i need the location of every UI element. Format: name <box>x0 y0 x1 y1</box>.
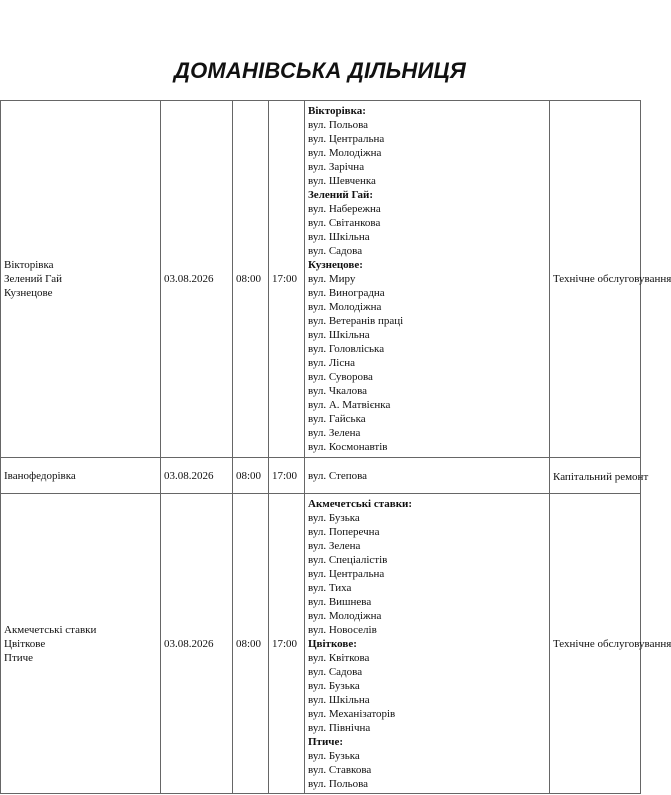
street-item: вул. Шкільна <box>308 329 370 341</box>
street-item: вул. Бузька <box>308 512 360 524</box>
outage-schedule-table <box>0 100 671 794</box>
start-time-cell: 08:00 <box>233 458 269 494</box>
settlements-cell <box>1 458 161 494</box>
street-item: вул. Молодіжна <box>308 147 382 159</box>
settlement-name: Кузнецове <box>4 287 53 299</box>
street-item: вул. Ставкова <box>308 764 372 776</box>
street-item: вул. Спеціалістів <box>308 554 388 566</box>
street-item: вул. Поперечна <box>308 526 380 538</box>
street-item: вул. Садова <box>308 666 363 678</box>
street-item: вул. Виноградна <box>308 287 385 299</box>
street-item: вул. Молодіжна <box>308 301 382 313</box>
street-item: вул. Лісна <box>308 357 355 369</box>
streets-cell <box>305 494 550 794</box>
page-title: ДОМАНІВСЬКА ДІЛЬНИЦЯ <box>173 58 467 83</box>
street-item: вул. Садова <box>308 245 363 257</box>
start-time-cell: 08:00 <box>233 101 269 458</box>
street-item: вул. Молодіжна <box>308 610 382 622</box>
date-cell: 03.08.2026 <box>161 458 233 494</box>
street-item: вул. Польова <box>308 119 369 131</box>
end-time-cell: 17:00 <box>269 101 305 458</box>
streets-cell <box>305 101 550 458</box>
group-heading: Акмечетські ставки: <box>308 498 413 510</box>
group-heading: Цвіткове: <box>308 638 357 650</box>
group-heading: Птиче: <box>308 736 344 748</box>
date-cell: 03.08.2026 <box>161 101 233 458</box>
settlement-name: Вікторівка <box>4 259 54 271</box>
street-item: вул. Бузька <box>308 750 360 762</box>
settlements-cell <box>1 101 161 458</box>
streets-cell <box>305 458 550 494</box>
table-row <box>1 458 641 494</box>
street-item: вул. Тиха <box>308 582 352 594</box>
street-item: вул. Квіткова <box>308 652 370 664</box>
street-item: вул. Зарічна <box>308 161 365 173</box>
table-row <box>1 494 641 794</box>
settlement-name: Іванофедорівка <box>4 469 76 482</box>
street-item: вул. Гайська <box>308 413 366 425</box>
street-item: вул. Космонавтів <box>308 441 388 453</box>
street-item: вул. Механізаторів <box>308 708 396 720</box>
street-item: вул. Суворова <box>308 371 373 383</box>
street-item: вул. Центральна <box>308 568 385 580</box>
group-heading: Зелений Гай: <box>308 189 374 201</box>
settlements-cell <box>1 494 161 794</box>
settlement-name: Цвіткове <box>4 637 46 650</box>
group-heading: Вікторівка: <box>308 105 366 117</box>
street-item: вул. Польова <box>308 778 369 790</box>
street-item: вул. Ветеранів праці <box>308 315 404 327</box>
street-item: вул. Новоселів <box>308 624 377 636</box>
street-item: вул. Степова <box>308 469 368 482</box>
settlement-name: Акмечетські ставки <box>4 623 97 636</box>
street-item: вул. Головліська <box>308 343 385 355</box>
street-item: вул. Бузька <box>308 680 360 692</box>
street-item: вул. Центральна <box>308 133 385 145</box>
settlement-name: Птиче <box>4 651 34 664</box>
end-time-cell: 17:00 <box>269 458 305 494</box>
work-type-cell: Технічне обслуговування <box>550 101 641 458</box>
street-item: вул. Зелена <box>308 427 361 439</box>
street-item: вул. Чкалова <box>308 385 368 397</box>
street-item: вул. Миру <box>308 273 356 285</box>
street-item: вул. Шкільна <box>308 231 370 243</box>
street-item: вул. Північна <box>308 722 371 734</box>
table-row <box>1 101 641 458</box>
street-item: вул. Набережна <box>308 203 381 215</box>
group-heading: Кузнецове: <box>308 259 363 271</box>
street-item: вул. А. Матвієнка <box>308 399 391 411</box>
street-item: вул. Світанкова <box>308 217 381 229</box>
street-item: вул. Зелена <box>308 540 361 552</box>
settlement-name: Зелений Гай <box>4 273 63 285</box>
end-time-cell: 17:00 <box>269 494 305 794</box>
date-cell: 03.08.2026 <box>161 494 233 794</box>
work-type-cell: Технічне обслуговування <box>550 494 641 794</box>
street-item: вул. Вишнева <box>308 596 372 608</box>
start-time-cell: 08:00 <box>233 494 269 794</box>
street-item: вул. Шкільна <box>308 694 370 706</box>
street-item: вул. Шевченка <box>308 175 376 187</box>
work-type-cell: Капітальний ремонт <box>550 458 641 494</box>
